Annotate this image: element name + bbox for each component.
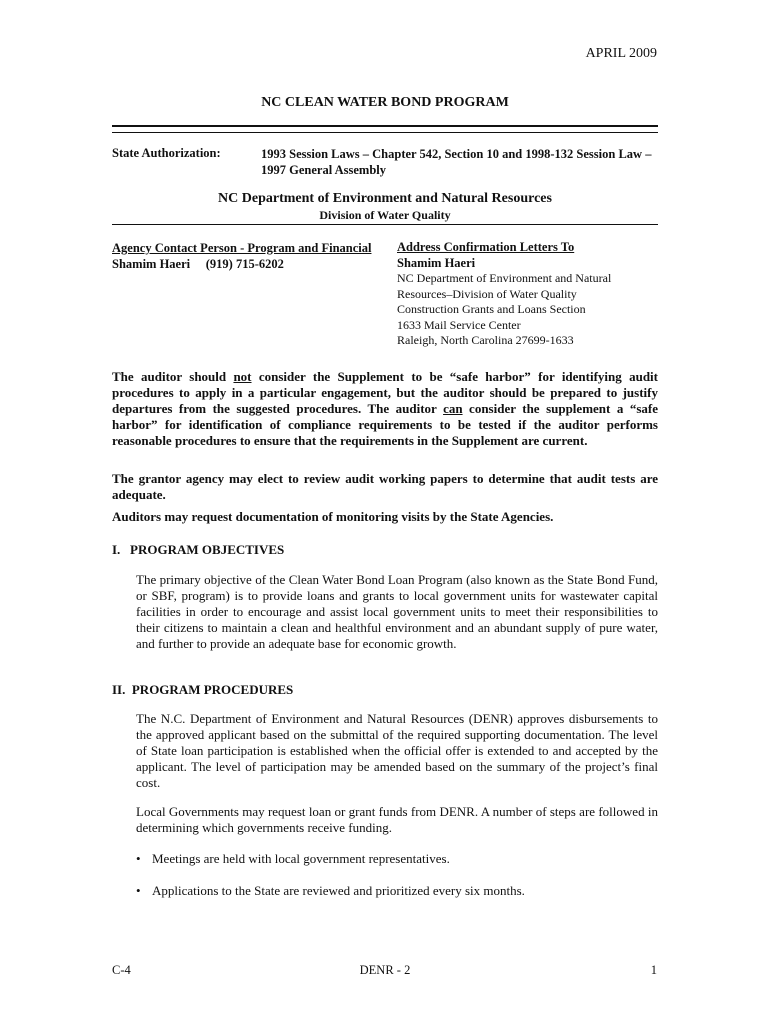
footer-agency-code: DENR - 2 bbox=[359, 963, 411, 977]
notice-emphasis-can: can bbox=[443, 401, 463, 416]
address-line: NC Department of Environment and Natural bbox=[397, 271, 612, 285]
grantor-review-notice: The grantor agency may elect to review audit working papers to determine that audit tests are adequate. bbox=[112, 471, 658, 502]
procedures-paragraph: The N.C. Department of Environment and Natural Resources (DENR) approves disbursements to the approved applicant based on the submittal of the required supporting documentation. The level of State loan participation is established when the official offer is extended to and accepted by the applicant. The level of participation may be amended based on the summary of the project’s final cost. bbox=[136, 711, 658, 790]
address-confirmation bbox=[397, 240, 661, 349]
monitoring-notice: Auditors may request documentation of monitoring visits by the State Agencies. bbox=[112, 509, 554, 524]
address-line: Raleigh, North Carolina 27699-1633 bbox=[397, 333, 574, 347]
address-line: 1633 Mail Service Center bbox=[397, 317, 521, 332]
list-item bbox=[136, 851, 450, 867]
section-heading-procedures: II. PROGRAM PROCEDURES bbox=[112, 682, 294, 697]
objectives-paragraph: The primary objective of the Clean Water Bond Loan Program (also known as the State Bond Fund, or SBF, program) is to provide loans and grants to local government units for wastewater capital facilities in order to encourage and assist local government units to meet their responsibilities to their citizens to maintain a clean and healthful environment and an abundant supply of pure water, and further to provide an adequate base for economic growth. bbox=[136, 572, 658, 651]
department-name: NC Department of Environment and Natural Resources bbox=[218, 191, 552, 206]
document-title: NC CLEAN WATER BOND PROGRAM bbox=[261, 95, 509, 110]
address-line: Resources–Division of Water Quality bbox=[397, 286, 577, 301]
authorization-label: State Authorization: bbox=[112, 146, 221, 160]
notice-text: The auditor should bbox=[112, 369, 234, 384]
document-date: APRIL 2009 bbox=[585, 46, 657, 61]
footer-section-code: C-4 bbox=[112, 963, 131, 977]
authorization-text: 1993 Session Laws – Chapter 542, Section 10 and 1998-132 Session Law – 1997 General Assembly bbox=[261, 147, 652, 177]
agency-contact bbox=[112, 240, 371, 272]
list-item-text: Meetings are held with local government representatives. bbox=[152, 851, 450, 866]
bullet-icon: • bbox=[136, 851, 141, 866]
address-name: Shamim Haeri bbox=[397, 255, 476, 270]
address-line: Construction Grants and Loans Section bbox=[397, 302, 586, 316]
department-rule bbox=[112, 224, 658, 225]
safe-harbor-notice bbox=[112, 369, 658, 449]
bullet-icon: • bbox=[136, 883, 141, 898]
title-double-rule bbox=[112, 125, 658, 133]
notice-text: consider the supplement a “safe harbor” for identification of compliance requirements to be tested if the auditor performs reasonable procedures to ensure that the requirements in the Supplement are current. bbox=[112, 401, 658, 448]
address-heading: Address Confirmation Letters To bbox=[397, 240, 575, 254]
list-item-text: Applications to the State are reviewed and prioritized every six months. bbox=[152, 883, 525, 898]
division-name: Division of Water Quality bbox=[319, 208, 451, 222]
notice-emphasis-not: not bbox=[233, 369, 252, 384]
page-number: 1 bbox=[650, 963, 657, 977]
notice-text: consider the Supplement to be “safe harbor” for identifying audit procedures to apply in a particular engagement, but the auditor should be prepared to justify departures from the suggested procedures. The auditor bbox=[112, 369, 658, 416]
agency-contact-heading: Agency Contact Person - Program and Financial bbox=[112, 241, 372, 255]
section-heading-objectives: I. PROGRAM OBJECTIVES bbox=[112, 542, 285, 557]
funding-paragraph: Local Governments may request loan or grant funds from DENR. A number of steps are followed in determining which governments receive funding. bbox=[136, 804, 658, 835]
list-item bbox=[136, 883, 525, 899]
agency-contact-person: Shamim Haeri (919) 715-6202 bbox=[112, 257, 284, 271]
